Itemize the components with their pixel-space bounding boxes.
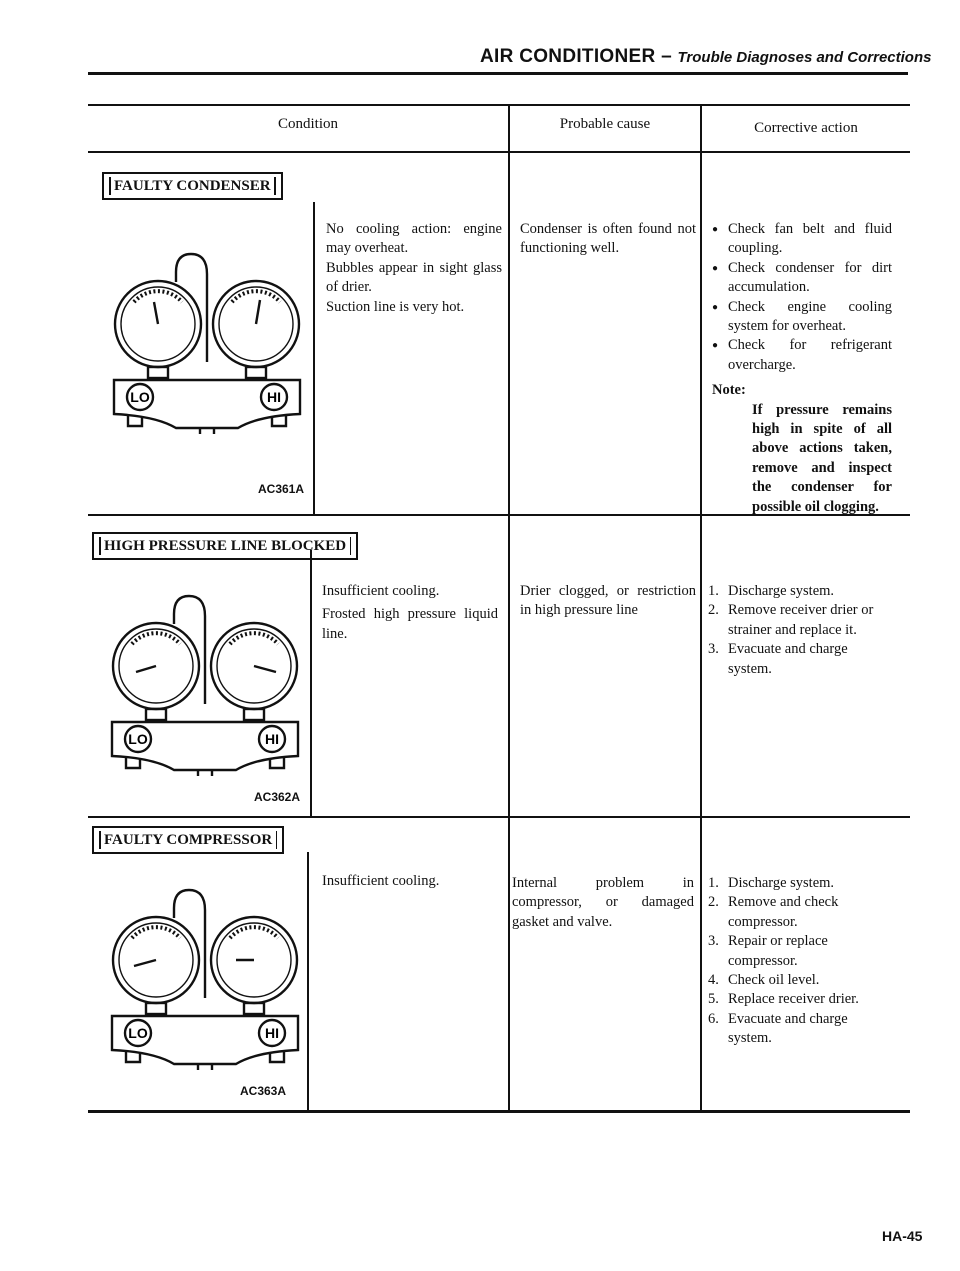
corrective-actions	[708, 582, 892, 679]
action-item: 4. Check oil level.	[708, 972, 820, 989]
gauge-hi-label: HI	[265, 1025, 279, 1041]
gauge-manifold-figure	[86, 586, 324, 776]
probable-cause: Drier clogged, or restriction in high pressure line	[520, 583, 696, 619]
action-item: 2. Remove and check compressor.	[708, 894, 839, 930]
gauge-hi-label: HI	[267, 389, 281, 405]
col-divider-action	[700, 104, 702, 1112]
col-divider-cause	[508, 104, 510, 1112]
section-title-faulty-condenser: FAULTY CONDENSER	[102, 172, 283, 200]
header-title: AIR CONDITIONER	[480, 46, 656, 67]
diagnosis-table	[88, 104, 910, 1113]
action-item: 1. Discharge system.	[708, 583, 835, 599]
figure-code: AC362A	[254, 790, 301, 804]
action-item: 1. Discharge system.	[708, 875, 835, 891]
condition-symptoms	[322, 582, 498, 644]
symptom-item: Insufficient cooling.	[322, 583, 440, 599]
action-item: ● Check fan belt and fluid coupling.	[712, 220, 892, 259]
corrective-actions	[712, 220, 892, 517]
action-item: 2. Remove receiver drier or strainer and replace it.	[708, 602, 874, 638]
action-item: 3. Evacuate and charge system.	[708, 641, 848, 677]
condition-symptoms	[322, 872, 498, 891]
gauge-lo-label: LO	[130, 389, 150, 405]
action-item: 5. Replace receiver drier.	[708, 991, 859, 1008]
header-rule	[88, 72, 908, 75]
action-item: ● Check engine cooling system for overheat.	[712, 298, 892, 337]
column-header-cause: Probable cause	[559, 116, 651, 132]
page-header	[480, 46, 931, 68]
gauge-hi-label: HI	[265, 731, 279, 747]
corrective-actions	[708, 874, 892, 1049]
row-divider-2	[88, 816, 910, 818]
action-item: ● Check for refrigerant overcharge.	[712, 336, 892, 375]
header-dash: –	[655, 46, 678, 67]
probable-cause: Condenser is often found not functioning well.	[520, 221, 696, 257]
condition-symptoms	[326, 220, 502, 317]
gauge-lo-label: LO	[128, 1025, 148, 1041]
header-subtitle: Trouble Diagnoses and Corrections	[677, 49, 932, 66]
probable-cause: Internal problem in compressor, or damaged gasket and valve.	[512, 875, 694, 930]
figure-code: AC363A	[240, 1084, 287, 1098]
gauge-manifold-figure	[86, 880, 324, 1070]
action-item: 3. Repair or replace compressor.	[708, 933, 828, 969]
action-item: 6. Evacuate and charge system.	[708, 1010, 848, 1047]
section-title-faulty-compressor: FAULTY COMPRESSOR	[92, 826, 284, 854]
symptom-item: Frosted high pressure liquid line.	[322, 606, 498, 642]
figure-code: AC361A	[258, 482, 305, 496]
note-text: If pressure remains high in spite of all above actions taken, remove and inspect the condenser for possible oil clogging.	[752, 401, 892, 515]
table-bottom-rule	[88, 1110, 910, 1113]
header-bottom-rule	[88, 151, 910, 153]
page-number: HA-45	[882, 1228, 923, 1244]
symptom-item: No cooling action: engine may overheat.	[326, 221, 502, 257]
gauge-lo-label: LO	[128, 731, 148, 747]
column-header-condition: Condition	[277, 116, 338, 132]
symptom-item: Bubbles appear in sight glass of drier.	[326, 259, 502, 296]
column-header-action: Corrective action	[754, 120, 858, 136]
section-title-high-pressure-line-blocked: HIGH PRESSURE LINE BLOCKED	[92, 532, 358, 560]
action-item: ● Check condenser for dirt accumulation.	[712, 259, 892, 298]
table-top-rule	[88, 104, 910, 106]
symptom-item: Insufficient cooling.	[322, 873, 440, 889]
symptom-item: Suction line is very hot.	[326, 298, 465, 315]
gauge-manifold-figure	[88, 244, 326, 434]
note-label: Note:	[712, 382, 746, 399]
